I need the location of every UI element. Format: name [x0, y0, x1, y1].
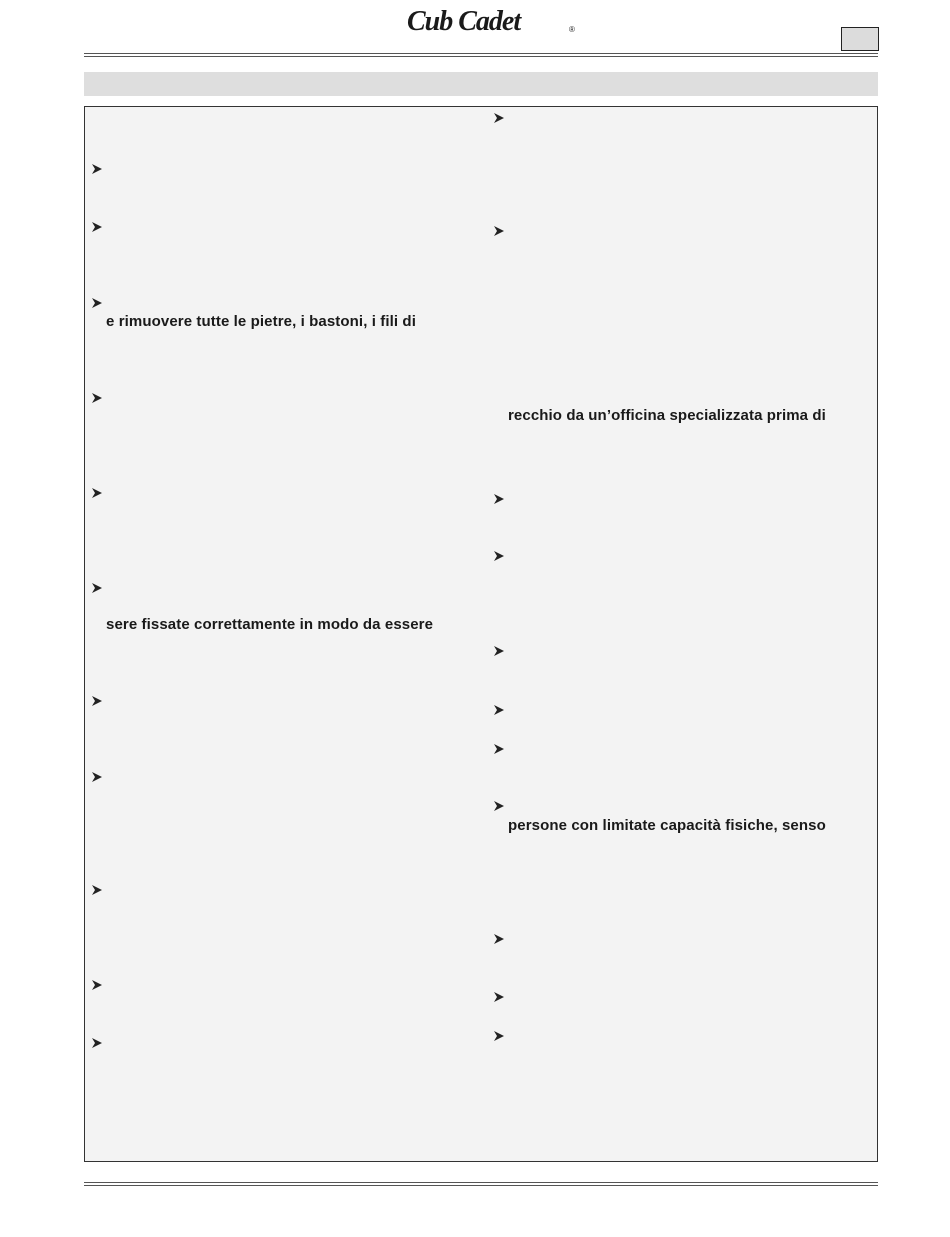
right-text-fragment: persone con limitate capacità fisiche, senso	[508, 817, 826, 834]
arrowhead-bullet-icon	[91, 487, 103, 499]
cub-cadet-logo	[405, 5, 577, 35]
arrowhead-bullet-icon	[493, 550, 505, 562]
arrowhead-bullet-icon	[91, 392, 103, 404]
footer-rule-top	[84, 1182, 878, 1183]
logo-brand-text: Cub Cadet	[407, 6, 521, 35]
arrowhead-bullet-icon	[493, 933, 505, 945]
arrowhead-bullet-icon	[91, 695, 103, 707]
left-text-fragment: sere fissate correttamente in modo da essere	[106, 616, 434, 633]
logo-trademark: ®	[569, 25, 575, 34]
right-text-fragment: recchio da un’officina specializzata prima di	[508, 407, 826, 424]
left-text-fragment: e rimuovere tutte le pietre, i bastoni, i fili di	[106, 313, 416, 330]
arrowhead-bullet-icon	[91, 221, 103, 233]
header-rule-bottom	[84, 56, 878, 57]
header-rule-top	[84, 53, 878, 54]
arrowhead-bullet-icon	[91, 582, 103, 594]
footer-rule-bottom	[84, 1185, 878, 1186]
arrowhead-bullet-icon	[493, 991, 505, 1003]
arrowhead-bullet-icon	[493, 1030, 505, 1042]
arrowhead-bullet-icon	[493, 225, 505, 237]
arrowhead-bullet-icon	[493, 112, 505, 124]
arrowhead-bullet-icon	[493, 743, 505, 755]
arrowhead-bullet-icon	[91, 979, 103, 991]
arrowhead-bullet-icon	[493, 704, 505, 716]
content-panel	[84, 106, 878, 1162]
arrowhead-bullet-icon	[91, 771, 103, 783]
arrowhead-bullet-icon	[91, 297, 103, 309]
cub-cadet-logo-graphic	[405, 5, 577, 35]
arrowhead-bullet-icon	[493, 493, 505, 505]
arrowhead-bullet-icon	[91, 163, 103, 175]
page-number-box	[841, 27, 879, 51]
arrowhead-bullet-icon	[91, 884, 103, 896]
arrowhead-bullet-icon	[493, 645, 505, 657]
section-title-band	[84, 72, 878, 96]
arrowhead-bullet-icon	[91, 1037, 103, 1049]
arrowhead-bullet-icon	[493, 800, 505, 812]
